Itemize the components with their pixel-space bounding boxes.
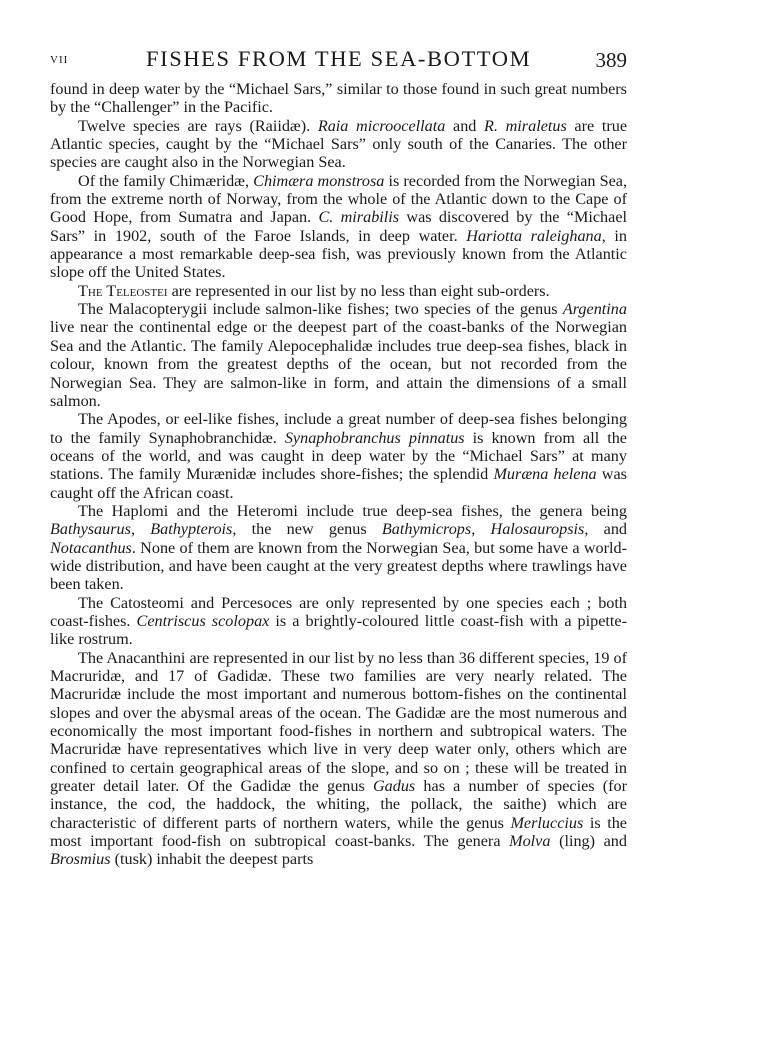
text-run: is recorded from the Norwegian Sea, from the extreme north of Norway, from the whole of the Atlantic down to the Cape of Good Hope, from Sumatra and Japan. [50,171,627,227]
paragraph [50,300,627,410]
chapter-number: VII [50,54,69,66]
text-run: is known from all the oceans of the world, and was caught in deep water by the “Michael Sars” at many stations. The family Murænidæ includes shore-fishes; the splendid [50,428,627,484]
text-run: was discovered by the “Michael Sars” in 1902, south of the Faroe Islands, in deep water. [50,208,627,245]
text-run: are true Atlantic species, caught by the “Michael Sars” only south of the Canaries. The other species are caught also in the Norwegian Sea. [50,116,628,172]
text-run: are represented in our list by no less than eight sub-orders. [167,281,550,300]
species-name: Synaphobranchus pinnatus [284,428,465,447]
species-name: Brosmius [50,850,111,869]
page-number: 389 [595,48,627,72]
species-name: Molva [509,832,551,851]
text-run: , [130,520,151,539]
species-name: Hariotta raleighana [466,226,602,245]
species-name: Argentina [562,300,627,319]
text-run: was caught off the African coast. [50,465,627,502]
paragraph [50,649,627,869]
text-run: , and [584,520,628,539]
paragraph [50,502,627,594]
text-run: , in appearance a most remarkable deep-sea fish, was previously known from the Atlantic slope off the United States. [50,226,627,282]
species-name: Gadus [372,777,416,796]
species-name: Bathysaurus [50,520,131,539]
paragraph [50,80,627,117]
species-name: Merluccius [510,813,584,832]
species-name: Bathymicrops [381,520,472,539]
text-run: . None of them are known from the Norwegian Sea, but some have a world-wide distribution, and have been caught at the very greatest depths where trawlings have been taken. [50,538,627,594]
species-name: Notacanthus [50,538,132,557]
running-head [50,46,627,80]
species-name: Chimæra monstrosa [253,171,385,190]
paragraph [50,282,627,300]
text-run: The Malacopterygii include salmon-like fishes; two species of the genus [78,300,563,319]
book-page [50,46,627,869]
text-run: is the most important food-fish on subtropical coast-banks. The genera [50,813,627,851]
text-run: (ling) and [550,832,627,851]
text-run: The Catosteomi and Percesoces are only represented by one species each ; both coast-fishes. [50,593,627,630]
species-name: Bathypterois [150,520,233,539]
paragraph [50,117,627,172]
species-name: Muræna helena [493,465,597,484]
species-name: Halosauropsis [490,520,585,539]
running-title: FISHES FROM THE SEA-BOTTOM [146,46,532,71]
species-name: C. mirabilis [318,208,400,227]
text-run: , the new genus [232,520,382,539]
species-name: Centriscus scolopax [136,611,270,630]
section-term: The Teleostei [78,281,168,300]
text-run: Of the family Chimæridæ, [78,171,254,190]
text-run: (tusk) inhabit the deepest parts [110,850,314,869]
text-run: Twelve species are rays (Raiidæ). [78,116,318,135]
paragraph [50,172,627,282]
text-run: found in deep water by the “Michael Sars,” similar to those found in such great numbers by the “Challenger” in the Pacific. [50,80,627,117]
text-run: live near the continental edge or the deepest part of the coast-banks of the Norwegian Sea and the Atlantic. The family Alepocephalidæ includes true deep-sea fishes, black in colour, known from the greatest depths of the ocean, but not recorded from the Norwegian Sea. They are salmon-like in form, and attain the dimensions of a small salmon. [50,318,627,410]
species-name: Raia microocellata [317,116,446,135]
text-run: and [445,116,485,135]
text-run: is a brightly-coloured little coast-fish with a pipette-like rostrum. [50,611,627,649]
text-run: The Haplomi and the Heteromi include true deep-sea fishes, the genera being [78,501,627,520]
text-run: , [471,520,491,539]
paragraph [50,410,627,502]
text-run: The Anacanthini are represented in our list by no less than 36 different species, 19 of Macruridæ, and 17 of Gadidæ. These two families are very nearly related. The Macruridæ include the most important and numerous bottom-fishes on the continental slopes and over the abysmal areas of the ocean. The Gadidæ are the most numerous and economically the most important food-fishes in northern and subtropical waters. The Macruridæ have representatives which live in very deep water only, others which are confined to certain geographical areas of the slope, and so on ; these will be treated in greater detail later. Of the Gadidæ the genus [50,648,628,796]
text-run: has a number of species (for instance, the cod, the haddock, the whiting, the pollack, the saithe) which are characteristic of different parts of northern waters, while the genus [50,777,627,832]
body-text [50,80,627,869]
paragraph [50,594,627,649]
text-run: The Apodes, or eel-like fishes, include a great number of deep-sea fishes belonging to the family Synaphobranchidæ. [50,410,627,447]
species-name: R. miraletus [484,116,567,135]
